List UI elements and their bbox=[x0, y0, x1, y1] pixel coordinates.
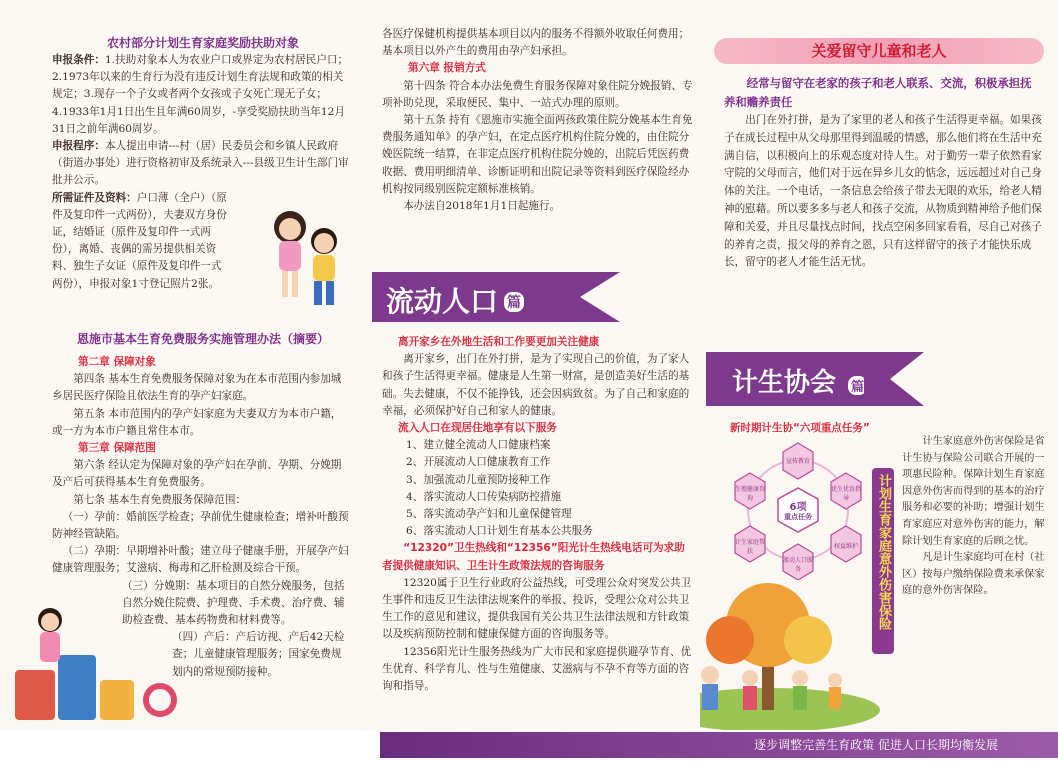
hotline-heading: “12320”卫生热线和“12356”阳光计生热线电话可为求助者提供健康知识、卫生计生政策法规的咨询服务 bbox=[382, 542, 685, 572]
task-node: 计生家庭帮扶 bbox=[734, 539, 765, 555]
insurance-body bbox=[902, 434, 1048, 600]
left-behind-body bbox=[724, 74, 1042, 272]
association-band bbox=[706, 352, 864, 406]
chapter-2: 第二章 保障对象 bbox=[78, 356, 156, 368]
association-band-title: 计生协会 bbox=[732, 368, 837, 398]
six-tasks-diagram bbox=[728, 440, 868, 580]
task-node: 生殖健康咨询 bbox=[734, 486, 765, 502]
service-item: 4、落实流动人口传染病防控措施 bbox=[406, 490, 562, 503]
item-3: （三）分娩期：基本项目的自然分娩服务，包括自然分娩住院费、护理费、手术费、治疗费、辅助检查费、基本药物费和材料费等。 bbox=[122, 579, 345, 627]
cond-text: 1.扶助对象本人为农业户口或界定为农村居民户口；2.1973年以来的生育行为没有违反计划生育法规和政策的相关规定；3.现存一个子女或者两个女孩或子女死亡现无子女；4.1933年1月1日出生且年满60周岁，-享受奖励扶助当年12月31日之前年满60周岁。 bbox=[52, 54, 349, 135]
travel-family-illustration bbox=[10, 600, 180, 730]
task-node: 宣传教育 bbox=[785, 458, 810, 465]
title-free-service-rules: 恩施市基本生育免费服务实施管理办法（摘要） bbox=[76, 332, 329, 346]
migrant-heading-1: 离开家乡在外地生活和工作要更加关注健康 bbox=[398, 336, 600, 348]
service-item: 1、建立健全流动人口健康档案 bbox=[406, 439, 551, 452]
migrant-heading-2: 流入人口在现居住地享有以下服务 bbox=[398, 422, 557, 435]
item-4: （四）产后：产后访视、产后42天检查；儿童健康管理服务；国家免费规划内的常规预防接种。 bbox=[172, 631, 345, 678]
migrant-para-1: 离开家乡，出门在外打拼，是为了实现自己的价值，为了家人和孩子生活得更幸福。健康是人生第一财富，是创造美好生活的基础。失去健康，不仅不能挣钱，还会因病致贫。为了自己和家庭的幸福，必须保护好自己和家人的健康。 bbox=[382, 353, 690, 417]
left-behind-para: 出门在外打拼，是为了家里的老人和孩子生活得更幸福。如果孩子在成长过程中从父母那里得到温暖的情感，那么他们将在生活中充满自信，以积极向上的乐观态度对待人生。对于勤劳一辈子依然看家守院的父母而言，他们对于远在异乡儿女的惦念，远远超过对自己身体的关注。一个电话，一条信息会给孩子带去无限的欢乐，给老人精神的慰藉。所以要多多与老人和孩子交流，从物质到精神给予他们保障和关爱，并且尽量找点时间，找点空闲多回家看看，尽自己对孩子的养育之责，报父母的养育之恩，只有这样留守的孩子才能快乐成长，留守的老人才能生活无忧。 bbox=[724, 114, 1042, 269]
docs-text: 户口薄（全户）（原件及复印件一式两份），夫妻双方身份证，结婚证（原件及复印件一式两份），离婚、丧偶的需另提供相关资料、独生子女证（原件及复印件一式两份），申报对象1寸登记照片2张。 bbox=[52, 191, 227, 290]
association-band-arrow bbox=[864, 352, 924, 406]
hotline-12356: 12356阳光计生服务热线为广大市民和家庭提供避孕节育、优生优育、科学育儿、性与生殖健康、艾滋病与不孕不育等方面的咨询和指导。 bbox=[382, 645, 692, 693]
task-center-bottom: 重点任务 bbox=[784, 513, 812, 521]
item-2: （二）孕期：早期增补叶酸；建立母子健康手册，开展孕产妇健康管理服务；艾滋病、梅毒和乙肝检测及综合干预。 bbox=[52, 545, 349, 575]
task-title: 新时期计生协“六项重点任务” bbox=[730, 422, 870, 434]
task-node: 权益维护 bbox=[833, 543, 858, 550]
article-14: 第十四条 符合本办法免费生育服务保障对象住院分娩报销、专项补助兑现，采取便民、集中、一站式办理的原则。 bbox=[382, 79, 693, 109]
column-right bbox=[700, 0, 1058, 730]
item-1: （一）孕前：婚前医学检查；孕前优生健康检查；增补叶酸预防神经管缺陷。 bbox=[52, 510, 349, 541]
chapter-3: 第三章 保障范围 bbox=[78, 442, 156, 455]
cond-label: 申报条件： bbox=[52, 54, 105, 66]
article-6: 第六条 经认定为保障对象的孕产妇在孕前、孕期、分娩期及产后可获得基本生育免费服务。 bbox=[52, 459, 342, 489]
left-behind-banner: 关爱留守儿童和老人 bbox=[714, 38, 1044, 64]
effective-date: 本办法自2018年1月1日起施行。 bbox=[403, 200, 561, 213]
insurance-para-2: 凡是计生家庭均可在村（社区）按每户缴纳保险费来承保家庭的意外伤害保险。 bbox=[902, 552, 1045, 597]
task-node: 流动人口服务 bbox=[782, 557, 813, 573]
association-band-suffix: 篇 bbox=[848, 376, 867, 395]
insurance-vertical-label: 计划生育家庭意外伤害保险 bbox=[872, 468, 894, 654]
middle-top-text bbox=[382, 26, 694, 215]
footer-slogan: 逐步调整完善生育政策 促进人口长期均衡发展 bbox=[754, 738, 998, 752]
article-7-cont: 各医疗保健机构提供基本项目以内的服务不得额外收取任何费用；基本项目以外产生的费用由孕产妇承担。 bbox=[382, 28, 690, 58]
article-5: 第五条 本市范围内的孕产妇家庭为夫妻双方为本市户籍，或一方为本市户籍且常住本市。 bbox=[52, 407, 342, 437]
service-item: 5、落实流动孕产妇和儿童保健管理 bbox=[406, 508, 572, 521]
proc-label: 申报程序： bbox=[52, 140, 105, 153]
column-left bbox=[0, 0, 358, 730]
task-center-top: 6项 bbox=[789, 502, 807, 513]
migrant-band bbox=[372, 272, 550, 322]
left-behind-subtitle: 经常与留守在老家的孩子和老人联系、交流，积极承担抚养和赡养责任 bbox=[724, 76, 1032, 109]
children-illustration bbox=[262, 205, 352, 315]
migrant-body bbox=[382, 334, 694, 695]
migrant-service-list bbox=[382, 437, 694, 540]
migrant-band-arrow bbox=[550, 272, 620, 322]
task-node: 优生优育指导 bbox=[830, 486, 861, 502]
chapter-6: 第六章 报销方式 bbox=[408, 62, 486, 75]
article-7: 第七条 基本生育免费服务保障范围： bbox=[73, 493, 247, 506]
footer bbox=[0, 730, 1058, 762]
title-rural-reward: 农村部分计划生育家庭奖励扶助对象 bbox=[106, 36, 299, 50]
article-15: 第十五条 持有《恩施市实施全面两孩政策住院分娩基本生育免费服务通知单》的孕产妇，在定点医疗机构住院分娩的，由住院分娩医院统一结算，在非定点医疗机构住院分娩的，出院后凭医药费收据、费用明细清单、诊断证明和出院记录等资料到医疗保险经办机构按同级别医院定额标准核销。 bbox=[382, 114, 693, 195]
docs-label: 所需证件及资料： bbox=[52, 191, 137, 204]
hotline-12320: 12320属于卫生行业政府公益热线，可受理公众对突发公共卫生事件和违反卫生法律法规案件的举报、投诉，受理公众对公共卫生工作的意见和建议，提供我国有关公共卫生法律法规和方针政策以及疾病预防控制和健康保健方面的咨询服务等。 bbox=[382, 576, 692, 641]
service-item: 2、开展流动人口健康教育工作 bbox=[406, 456, 551, 469]
service-item: 3、加强流动儿童预防接种工作 bbox=[406, 473, 551, 486]
proc-text: 本人提出申请---村（居）民委员会和乡镇人民政府（街道办事处）进行资格初审及系统录入---县级卫生计生部门审批并公示。 bbox=[52, 140, 349, 187]
migrant-band-title: 流动人口 bbox=[386, 285, 499, 318]
family-illustration bbox=[700, 580, 880, 730]
migrant-band-suffix: 篇 bbox=[504, 292, 524, 312]
article-4: 第四条 基本生育免费服务保障对象为在本市范围内参加城乡居民医疗保险且依法生育的孕产妇家庭。 bbox=[52, 373, 342, 403]
service-item: 6、落实流动人口计划生育基本公共服务 bbox=[406, 525, 593, 538]
column-middle bbox=[362, 0, 698, 730]
insurance-para-1: 计生家庭意外伤害保险是省计生协与保险公司联合开展的一项惠民险种。保障计划生育家庭因意外伤害而得到的基本的治疗服务和必要的补助；增强计划生育家庭应对意外伤害的能力，解除计划生育家庭的后顾之忧。 bbox=[902, 436, 1045, 547]
